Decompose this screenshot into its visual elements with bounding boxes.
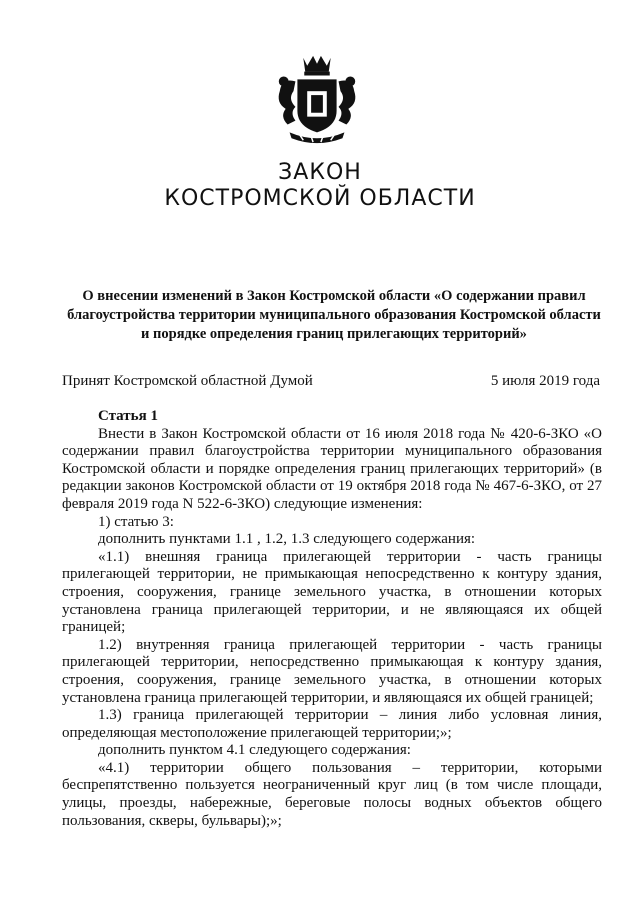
law-subject: О внесении изменений в Закон Костромской области «О содержании правил благоустройства территории муниципального образования Костромской области и порядке определения границ прилегающих территорий» xyxy=(67,288,601,342)
paragraph: 1) статью 3: xyxy=(98,513,174,530)
adopted-date: 5 июля 2019 года xyxy=(490,373,600,389)
paragraph: 1.2) внутренняя граница прилегающей территории - часть границы прилегающей территории, непосредственно примыкающая к контуру здания, строения, сооружения, границе земельного участка, в отношении которых установлена граница прилегающей территории, и являющаяся их общей границей; xyxy=(62,636,602,706)
law-body xyxy=(62,408,602,830)
paragraph: «4.1) территории общего пользования – территории, которыми беспрепятственно пользуется неограниченный круг лиц (в том числе площади, улицы, проезды, набережные, береговые полосы водных объектов общего пользования, скверы, бульвары);»; xyxy=(62,759,602,829)
paragraph: дополнить пунктом 4.1 следующего содержания: xyxy=(98,742,411,759)
paragraph: 1.3) граница прилегающей территории – линия либо условная линия, определяющая местоположение прилегающей территории;»; xyxy=(62,707,602,741)
law-title: ЗАКОН xyxy=(278,160,362,185)
coat-of-arms-icon xyxy=(268,52,366,148)
article-heading: Статья 1 xyxy=(98,408,158,424)
region-title: КОСТРОМСКОЙ ОБЛАСТИ xyxy=(164,186,476,211)
paragraph: Внести в Закон Костромской области от 16 июля 2018 года № 420-6-ЗКО «О содержании правил благоустройства территории муниципального образования Костромской области и порядке определения границ прилегающих территорий» (в редакции законов Костромской области от 19 октября 2018 года № 467-6-ЗКО, от 27 февраля 2019 года N 522-6-ЗКО) следующие изменения: xyxy=(62,425,602,512)
adopted-by: Принят Костромской областной Думой xyxy=(62,373,313,389)
paragraph: дополнить пунктами 1.1 , 1.2, 1.3 следующего содержания: xyxy=(98,531,476,548)
paragraph: «1.1) внешняя граница прилегающей территории - часть границы прилегающей территории, не примыкающая непосредственно к контуру здания, строения, сооружения, границе земельного участка, в отношении которых установлена граница прилегающей территории, и не являющаяся их общей границей; xyxy=(62,548,602,636)
